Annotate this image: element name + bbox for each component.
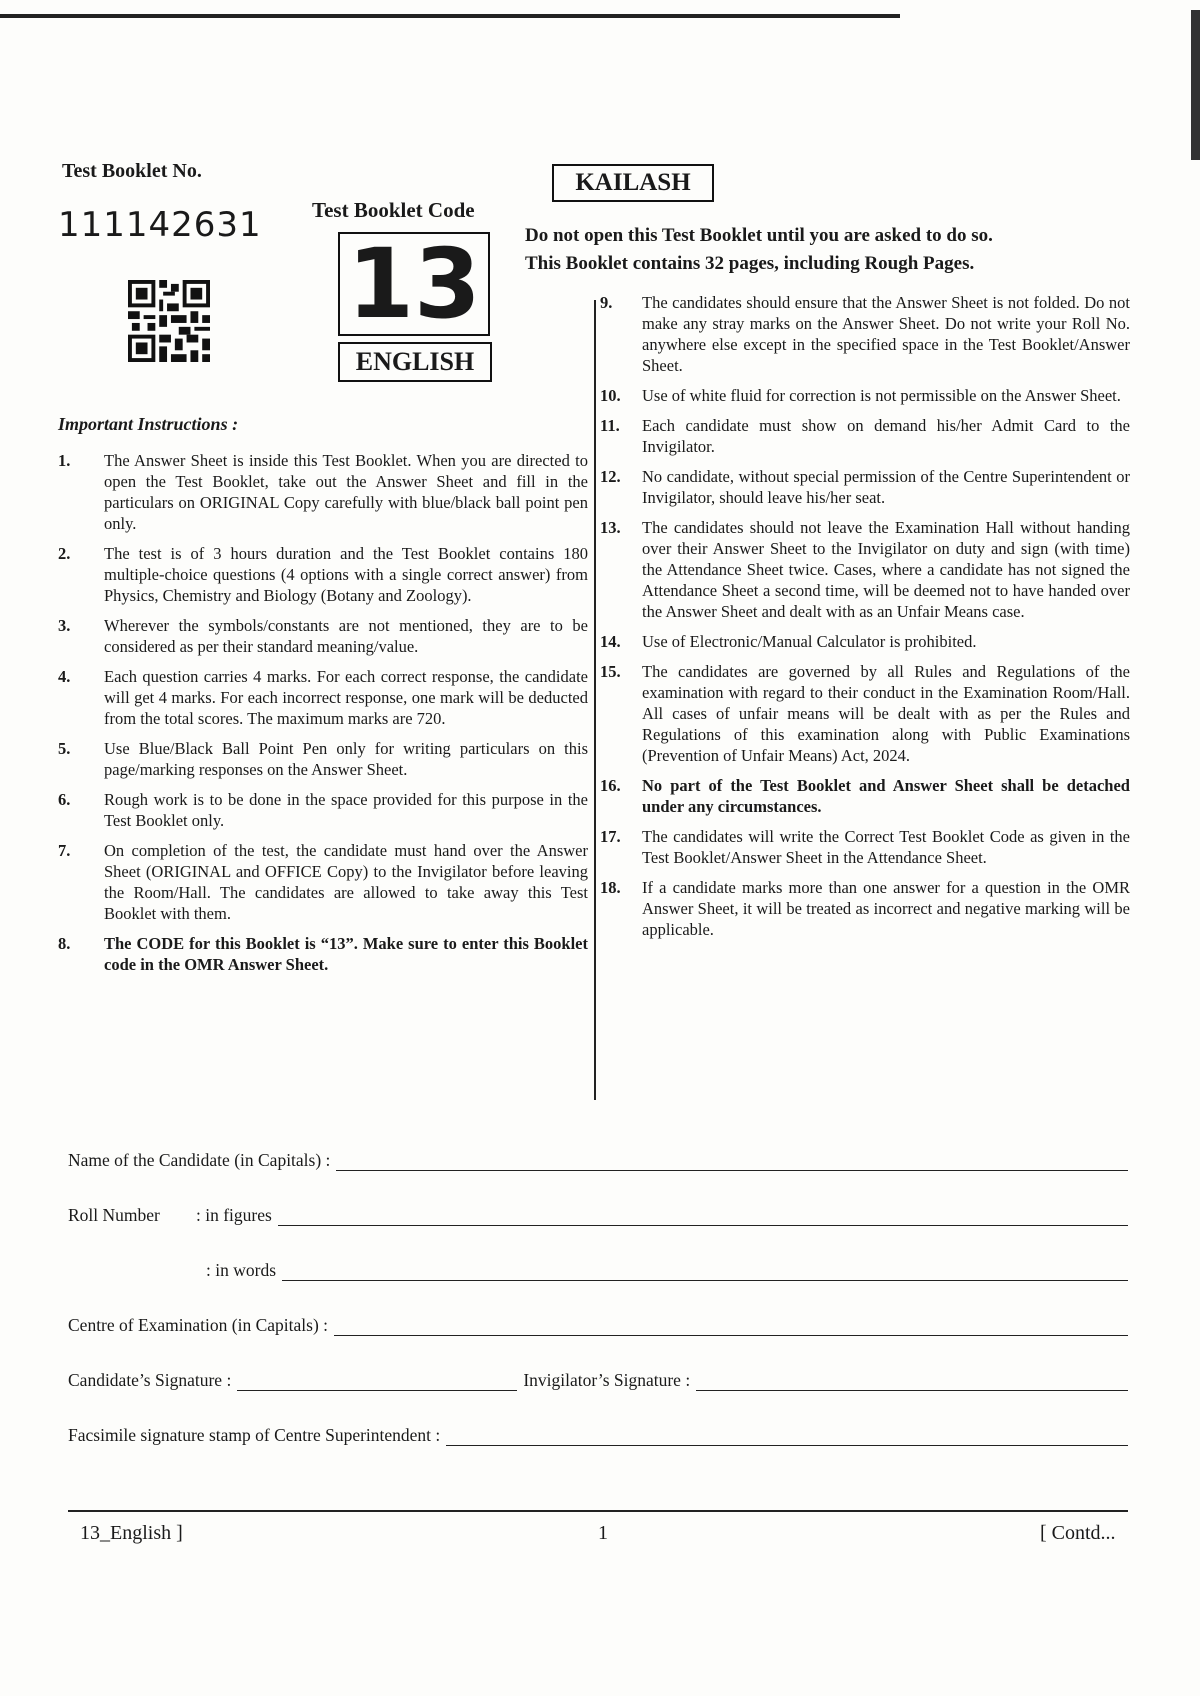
instruction-text: The candidates should not leave the Examination Hall without handing over their Answer Sheet to the Invigilator on duty and sign (with time) the Attendance Sheet twice. Cases, where a candidate has not signed the Attendance Sheet a second time, will be deemed not to have handed over the Answer Sheet and dealt with as an Unfair Means case. xyxy=(642,518,1130,621)
instruction-number: 12. xyxy=(600,467,621,486)
roll-words-row xyxy=(68,1260,1128,1281)
instructions-right-column xyxy=(600,292,1130,949)
instruction-item xyxy=(600,385,1130,406)
instruction-number: 13. xyxy=(600,518,621,537)
instruction-text: Use Blue/Black Ball Point Pen only for writing particulars on this page/marking responses on the Answer Sheet. xyxy=(104,739,588,779)
instruction-number: 2. xyxy=(58,544,71,563)
instruction-text: No candidate, without special permission of the Centre Superintendent or Invigilator, should leave his/her seat. xyxy=(642,467,1130,507)
instruction-item xyxy=(600,661,1130,766)
booklet-code-label: Test Booklet Code xyxy=(312,198,475,222)
roll-number-label: Roll Number xyxy=(68,1205,160,1225)
instruction-number: 9. xyxy=(600,293,613,312)
instruction-number: 4. xyxy=(58,667,71,686)
instruction-number: 3. xyxy=(58,616,71,635)
instruction-number: 14. xyxy=(600,632,621,651)
instruction-text: The CODE for this Booklet is “13”. Make sure to enter this Booklet code in the OMR Answer Sheet. xyxy=(104,934,588,974)
instruction-number: 7. xyxy=(58,841,71,860)
invigilator-signature-field[interactable] xyxy=(696,1372,1128,1391)
instruction-item xyxy=(58,450,588,534)
candidate-name-row xyxy=(68,1150,1128,1171)
instruction-item xyxy=(600,415,1130,457)
centre-field[interactable] xyxy=(334,1317,1128,1336)
instruction-number: 16. xyxy=(600,776,621,795)
instructions-heading: Important Instructions : xyxy=(58,414,239,434)
instruction-item xyxy=(600,466,1130,508)
instruction-text: Use of Electronic/Manual Calculator is prohibited. xyxy=(642,632,977,651)
candidate-name-label: Name of the Candidate (in Capitals) : xyxy=(68,1150,331,1170)
instruction-text: If a candidate marks more than one answer for a question in the OMR Answer Sheet, it will be treated as incorrect and negative marking will be applicable. xyxy=(642,878,1130,939)
centre-row xyxy=(68,1315,1128,1336)
instruction-item xyxy=(600,292,1130,376)
instruction-number: 17. xyxy=(600,827,621,846)
instruction-text: The candidates will write the Correct Test Booklet Code as given in the Test Booklet/Answer Sheet in the Attendance Sheet. xyxy=(642,827,1130,867)
booklet-no-label: Test Booklet No. xyxy=(62,160,202,182)
instruction-item xyxy=(600,775,1130,817)
instruction-text: The test is of 3 hours duration and the Test Booklet contains 180 multiple-choice questions (4 options with a single correct answer) from Physics, Chemistry and Biology (Botany and Zoology). xyxy=(104,544,588,605)
candidate-signature-label: Candidate’s Signature : xyxy=(68,1370,232,1390)
instruction-number: 18. xyxy=(600,878,621,897)
instruction-item xyxy=(58,933,588,975)
instruction-text: No part of the Test Booklet and Answer Sheet shall be detached under any circumstances. xyxy=(642,776,1130,816)
footer-continued: [ Contd... xyxy=(1040,1522,1116,1544)
booklet-code: 13 xyxy=(338,232,490,336)
instruction-item xyxy=(58,543,588,606)
notice-line-2: This Booklet contains 32 pages, including Rough Pages. xyxy=(525,253,975,274)
instruction-text: On completion of the test, the candidate must hand over the Answer Sheet (ORIGINAL and OFFICE Copy) to the Invigilator before leaving the Room/Hall. The candidates are allowed to take away this Test Booklet with them. xyxy=(104,841,588,923)
qr-code-icon xyxy=(128,280,210,362)
invigilator-signature-label: Invigilator’s Signature : xyxy=(523,1370,691,1390)
instruction-item xyxy=(58,789,588,831)
instruction-number: 1. xyxy=(58,451,71,470)
instruction-text: The candidates should ensure that the Answer Sheet is not folded. Do not make any stray marks on the Answer Sheet. Do not write your Roll No. anywhere else except in the specified space in the Test Booklet/Answer Sheet. xyxy=(642,293,1130,375)
footer-rule xyxy=(68,1510,1128,1512)
instruction-item xyxy=(600,826,1130,868)
instructions-left-column xyxy=(58,450,588,984)
instruction-text: Use of white fluid for correction is not permissible on the Answer Sheet. xyxy=(642,386,1121,405)
instruction-item xyxy=(58,615,588,657)
instruction-text: Each candidate must show on demand his/her Admit Card to the Invigilator. xyxy=(642,416,1130,456)
instruction-item xyxy=(58,840,588,924)
scan-edge xyxy=(1191,10,1200,160)
instruction-number: 8. xyxy=(58,934,71,953)
instruction-number: 11. xyxy=(600,416,620,435)
in-words-label: : in words xyxy=(206,1260,276,1280)
language-badge: ENGLISH xyxy=(338,342,492,382)
instruction-text: Each question carries 4 marks. For each correct response, the candidate will get 4 marks. For each incorrect response, one mark will be deducted from the total scores. The maximum marks are 720. xyxy=(104,667,588,728)
instruction-text: The Answer Sheet is inside this Test Booklet. When you are directed to open the Test Booklet, take out the Answer Sheet and fill in the particulars on ORIGINAL Copy carefully with blue/black ball point pen only. xyxy=(104,451,588,533)
instruction-number: 10. xyxy=(600,386,621,405)
roll-words-field[interactable] xyxy=(282,1262,1128,1281)
page-number: 1 xyxy=(598,1522,608,1544)
centre-label: Centre of Examination (in Capitals) : xyxy=(68,1315,329,1335)
stamp-field[interactable] xyxy=(446,1427,1128,1446)
signature-row xyxy=(68,1370,1128,1391)
opening-notice xyxy=(525,222,1125,278)
instruction-item xyxy=(600,517,1130,622)
column-divider xyxy=(594,300,596,1100)
in-figures-label: : in figures xyxy=(196,1205,272,1225)
instruction-text: Rough work is to be done in the space provided for this purpose in the Test Booklet only. xyxy=(104,790,588,830)
roll-figures-row xyxy=(68,1205,1128,1226)
instruction-item xyxy=(600,631,1130,652)
notice-line-1: Do not open this Test Booklet until you are asked to do so. xyxy=(525,225,993,246)
instruction-number: 5. xyxy=(58,739,71,758)
instruction-number: 6. xyxy=(58,790,71,809)
instruction-text: Wherever the symbols/constants are not mentioned, they are to be considered as per their standard meaning/value. xyxy=(104,616,588,656)
footer-booklet-id: 13_English ] xyxy=(80,1522,183,1544)
stamp-label: Facsimile signature stamp of Centre Superintendent : xyxy=(68,1425,441,1445)
instruction-item xyxy=(58,738,588,780)
candidate-name-field[interactable] xyxy=(336,1152,1128,1171)
roll-figures-field[interactable] xyxy=(278,1207,1128,1226)
candidate-signature-field[interactable] xyxy=(237,1372,517,1391)
set-name-badge: KAILASH xyxy=(552,164,714,202)
booklet-number: 111142631 xyxy=(58,205,262,245)
stamp-row xyxy=(68,1425,1128,1446)
instruction-item xyxy=(600,877,1130,940)
instruction-item xyxy=(58,666,588,729)
instruction-text: The candidates are governed by all Rules and Regulations of the examination with regard to their conduct in the Examination Room/Hall. All cases of unfair means will be dealt with as per the Rules and Regulations of this examination along with Public Examinations (Prevention of Unfair Means) Act, 2024. xyxy=(642,662,1130,765)
instruction-number: 15. xyxy=(600,662,621,681)
top-border-line xyxy=(0,14,900,18)
